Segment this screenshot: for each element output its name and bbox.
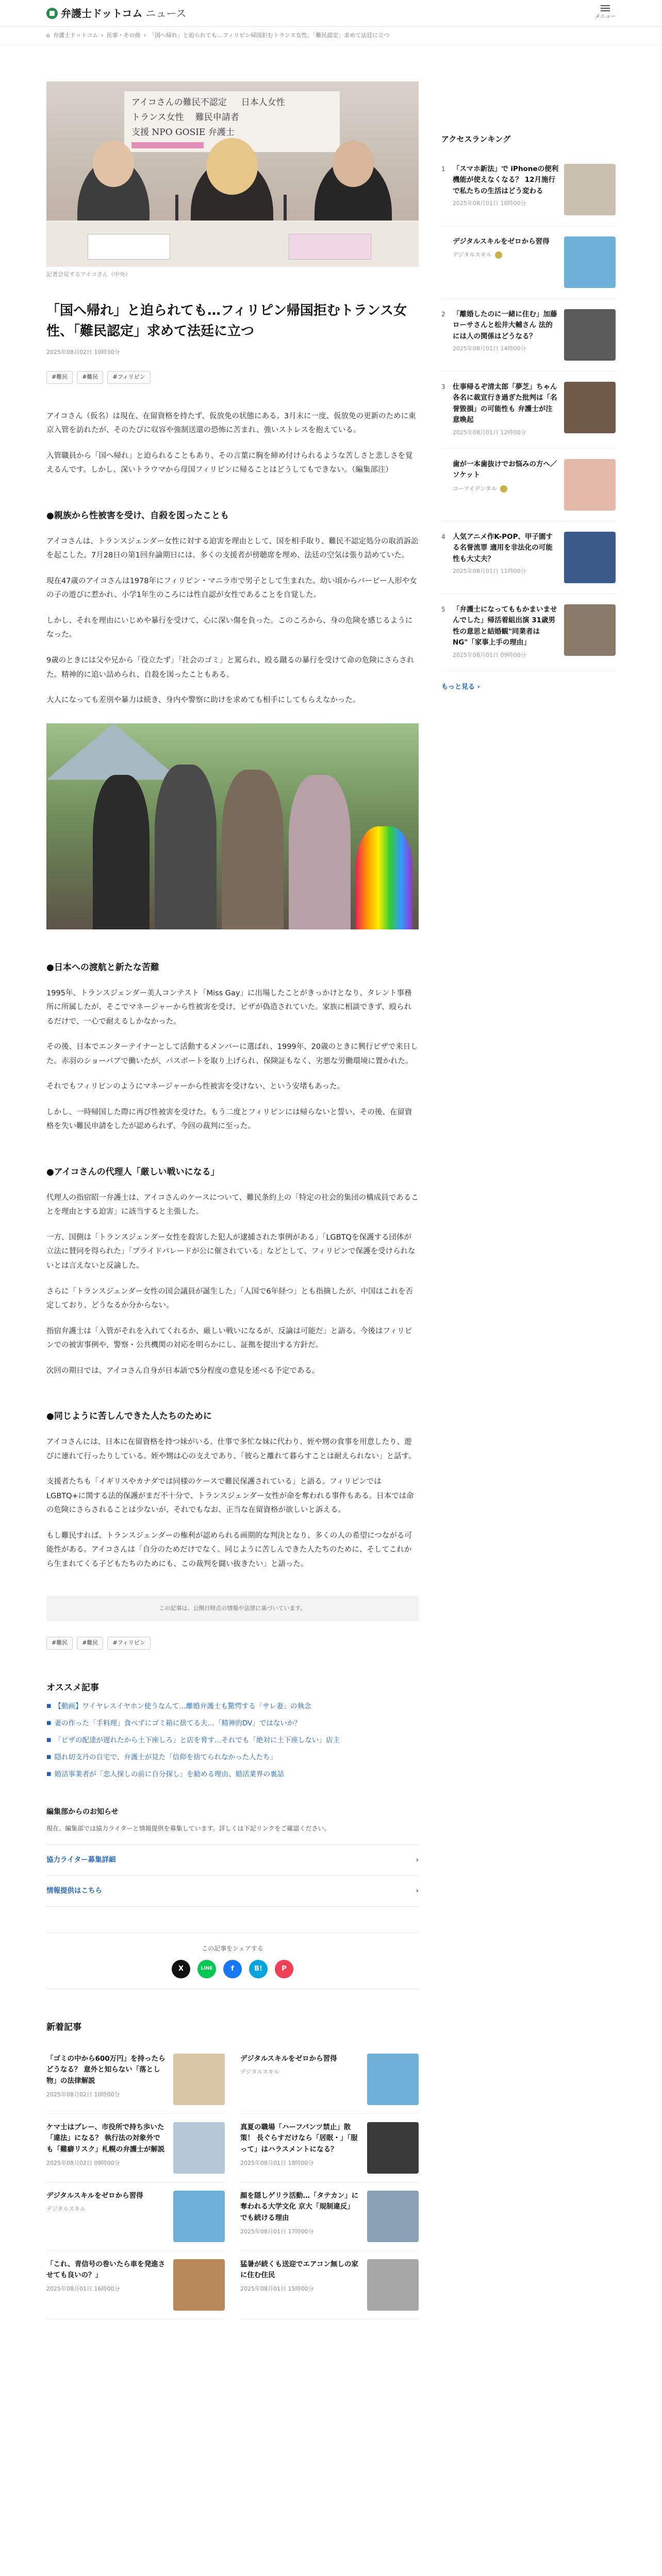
article-main (46, 45, 419, 2319)
ad-badge-icon (500, 485, 507, 493)
article-note: この記事は、公開日時点の情報や法律に基づいています。 (46, 1596, 419, 1622)
paragraph: もし難民すれば、トランスジェンダーの権利が認められる画期的な判決となり、多くの人の希望につながる可能性がある。アイコさんは「自分のためだけでなく、同じように苦しんできた人たちのために、そしてこれから生まれてくる子どもたちのためにも、この裁判を闘い抜きたい」と語った。 (46, 1531, 412, 1568)
paragraph: 大人になっても差別や暴力は続き、身内や警察に助けを求めても相手にしてもらえなかった。 (46, 696, 360, 705)
news-card[interactable]: デジタルスキルをゼロから習得 デジタルスキル (46, 2182, 225, 2251)
hamburger-icon (601, 5, 610, 11)
news-thumbnail (173, 2191, 225, 2242)
hero-caption: 記者会見するアイコさん（中央） (46, 271, 131, 278)
news-card[interactable]: ケマ士はプレー、市役所で持ち歩いた「違法」になる？ 執行法の対象外でも「難癖リスク」札幌の弁護士が解説 2025年08月02日 09時00分 (46, 2114, 225, 2182)
paragraph: アイコさんには、日本に在留資格を持つ妹がいる。仕事で多忙な妹に代わり、姪や甥の食事を用意したり、遊びに連れて行ったりしている。姪や甥は心の支えであり、「彼らと離れて暮らすことは耐えられない」と話す。 (46, 1438, 416, 1461)
breadcrumb-current: 「国へ帰れ」と迫られても…フィリピン帰国拒むトランス女性、「難民認定」求めて法廷に立つ (148, 32, 390, 39)
ranking-thumbnail (564, 164, 616, 215)
facebook-icon[interactable]: f (223, 1960, 242, 1978)
latest-grid (46, 2045, 419, 2319)
paragraph: その後、日本でエンターテイナーとして活動するメンバーに選ばれ、1999年、20歳のときに興行ビザで来日した。赤羽のショーパブで働いたが、パスポートを取り上げられ、保険証もなく、劣悪な労働環境に置かれた。 (46, 1043, 418, 1065)
ranking-item[interactable]: 2 「離婚したのに一緒に住む」加藤ローサさんと松井大輔さん 法的には人の関係はどうなる？ 2025年08月01日 14時00分 (441, 299, 616, 371)
ranking-thumbnail (564, 382, 616, 433)
logo-sub: ニュース (145, 7, 187, 20)
ranking-more-link[interactable]: もっと見る › (441, 683, 480, 691)
ad-thumbnail (564, 459, 616, 511)
breadcrumb-item[interactable]: 民事・その他 (106, 32, 141, 39)
news-thumbnail (367, 2054, 419, 2105)
x-icon[interactable]: X (172, 1960, 190, 1978)
news-thumbnail (367, 2191, 419, 2242)
section-heading: ●親族から性被害を受け、自殺を図ったことも (46, 510, 229, 521)
bottom-tag-list (46, 1637, 419, 1650)
share-box (46, 1933, 419, 1989)
news-card[interactable]: 「ゴミの中から600万円」を持ったらどうなる？ 意外と知らない「落とし物」の法律解説 2025年08月02日 10時00分 (46, 2045, 225, 2114)
ranking-item[interactable]: 5 「弁護士になってももかまいませんでした」帰活着組出演 31歳男性の意思と結婚観"同業者はNG"「家事上手の理由」 2025年08月01日 09時00分 (441, 594, 616, 671)
recommend-item[interactable]: ■ 隠れ切支丹の自宅で、弁護士が見た「信仰を捨てられなかった人たち」 (46, 1752, 419, 1764)
latest-title: 新着記事 (46, 2022, 81, 2032)
article-date: 2025年08月02日 10時30分 (46, 349, 120, 356)
paragraph: しかし、それを理由にいじめや暴行を受けて、心に深い傷を負った。このころから、身の危険を感じるようになった。 (46, 616, 413, 639)
news-card[interactable]: 「これ、青信号の巻いたら車を発進させても良いの？」 2025年08月01日 16時00分 (46, 2251, 225, 2319)
breadcrumb-item[interactable]: 弁護士ドットコム (53, 32, 98, 39)
hatena-icon[interactable]: B! (249, 1960, 268, 1978)
writer-link[interactable]: 協力ライター募集詳細 › (46, 1844, 419, 1876)
ranking-thumbnail (564, 309, 616, 361)
menu-label: メニュー (595, 14, 616, 20)
paragraph: 一方、国側は「トランスジェンダー女性を殺害した犯人が逮捕された事例がある」「LGBTQを保護する団体が立法に賛同を得られた」「プライドパレードが公に催されている」などとして、フィリピンで保護を受けられないとは言えないと反論した。 (46, 1233, 416, 1270)
paragraph: 支援者たちも「イギリスやカナダでは同様のケースで難民保護されている」と語る。フィリピンではLGBTQ+に関する法的保護がまだ不十分で、トランスジェンダー女性が命を奪われる事件もある。日本では命の危険にさらされることは少ないが、それでもなお、正当な在留資格が欲しいと訴える。 (46, 1478, 414, 1515)
recommend-title: オススメ記事 (46, 1682, 99, 1693)
paragraph: しかし、一時帰国した際に再び性被害を受けた。もう二度とフィリピンには帰らないと誓い、その後、在留資格を失い難民申請をしたが認められず、今回の裁判に至った。 (46, 1108, 412, 1131)
news-thumbnail (367, 2122, 419, 2174)
hero-image (46, 81, 419, 267)
article-photo (46, 723, 419, 929)
recommend-item[interactable]: ■ 婚活事業者が「恋人探しの前に自分探し」を勧める理由、婚活業界の裏話 (46, 1769, 419, 1781)
paragraph: 現在47歳のアイコさんは1978年にフィリピン・マニラ市で男子として生まれた。幼い頃からバービー人形や女の子の遊びに惹かれ、小学1年生のころには性自認が女性であることを自覚した。 (46, 577, 417, 600)
paragraph: 1995年、トランスジェンダー美人コンテスト「Miss Gay」に出場したことがきっかけとなり、タレント事務所に所属したが、そこでマネージャーから性被害を受け、ビザが偽造されていた。家族に相談できず、殴られるだけで、一心で耐えるしかなかった。 (46, 989, 412, 1026)
section-heading: ●日本への渡航と新たな苦難 (46, 962, 159, 973)
sidebar (441, 45, 616, 2319)
ranking-item[interactable]: 1 「スマホ新法」で iPhoneの便利機能が使えなくなる？ 12月施行で私たちの生活はどう変わる 2025年08月01日 10時00分 (441, 154, 616, 226)
paragraph: 次回の期日では、アイコさん自身が日本語で5分程度の意見を述べる予定である。 (46, 1366, 320, 1375)
menu-button[interactable] (595, 5, 616, 21)
paragraph: 指宿弁護士は「入管がそれを入れてくれるか、厳しい戦いになるが、反論は可能だ」と語る。今後はフィリピンでの被害事例や、警察・公共機関の対応を明らかにし、証拠を提出する方針だ。 (46, 1327, 412, 1350)
tag[interactable]: #難民 (46, 1637, 73, 1650)
recommend-list (46, 1701, 419, 1781)
share-label: この記事をシェアする (202, 1944, 263, 1952)
site-header (0, 0, 662, 27)
ranking-thumbnail (564, 604, 616, 656)
editor-text: 現在、編集部では協力ライターと情報提供を募集しています。詳しくは下記リンクをご確認ください。 (46, 1825, 330, 1833)
line-icon[interactable]: LINE (197, 1960, 216, 1978)
recommend-item[interactable]: ■ 妻の作った「手料理」食べずにゴミ箱に捨てる夫…「精神的DV」ではないか？ (46, 1718, 419, 1730)
news-thumbnail (367, 2259, 419, 2311)
logo-main: 弁護士ドットコム (61, 7, 143, 20)
ranking-title: アクセスランキング (441, 134, 511, 144)
tag[interactable]: #難民 (77, 371, 103, 384)
recommend-item[interactable]: ■ 【動画】ワイヤレスイヤホン使うなんて…離婚弁護士も驚愕する「サレ妻」の執念 (46, 1701, 419, 1713)
paragraph: 代理人の指宿昭一弁護士は、アイコさんのケースについて、難民条約上の「特定の社会的集団の構成員であることを理由とする迫害」に該当すると主張した。 (46, 1193, 419, 1216)
section-heading: ●アイコさんの代理人「厳しい戦いになる」 (46, 1166, 220, 1177)
paragraph: 9歳のときには父や兄から「役立たず」「社会のゴミ」と罵られ、殴る蹴るの暴行を受けて命の危険にさらされた。精神的に追い詰められ、自殺を図ったこともある。 (46, 656, 415, 679)
news-card[interactable]: 顔を隠しゲリラ活動…「タテカン」に奪われる大学文化 京大「規制違反」でも続ける理由 2025年08月01日 17時00分 (240, 2182, 419, 2251)
pocket-icon[interactable]: P (275, 1960, 293, 1978)
ad-item[interactable]: デジタルスキルをゼロから習得 デジタルスキル (441, 226, 616, 299)
news-card[interactable]: デジタルスキルをゼロから習得 デジタルスキル (240, 2045, 419, 2114)
tag[interactable]: #難民 (77, 1637, 103, 1650)
news-card[interactable]: 猛暑が続くも送迎でエアコン無しの家に住む住民 2025年08月01日 15時00分 (240, 2251, 419, 2319)
recommend-item[interactable]: ■ 「ピザの配達が遅れたから土下座しろ」と店を脅す…それでも「絶対に土下座しない」店主 (46, 1735, 419, 1747)
paragraph: アイコさんは、トランスジェンダー女性に対する迫害を理由として、国を相手取り、難民不認定処分の取消訴訟を起こした。7月28日の第1回弁論期日には、多くの支援者が傍聴席を埋め、法廷の空気は張り詰めていた。 (46, 537, 419, 560)
news-card[interactable]: 真夏の職場「ハーフパンツ禁止」散策！ 長ぐらすだけなら「居眠・」「服って」はハラスメントになる？ 2025年08月01日 18時00分 (240, 2114, 419, 2182)
breadcrumb: ⌂ 弁護士ドットコム › 民事・その他 › 「国へ帰れ」と迫られても…フィリピン帰国拒むトランス女性、「難民認定」求めて法廷に立つ (0, 27, 662, 45)
hero-banner: アイコさんの難民不認定 日本人女性 トランス女性 難民申請者 支援 NPO GOSIE 弁護士 (124, 91, 340, 152)
news-thumbnail (173, 2054, 225, 2105)
tip-link[interactable]: 情報提供はこちら › (46, 1876, 419, 1907)
paragraph: アイコさん（仮名）は現在、在留資格を持たず、仮放免の状態にある。3月末に一度、仮放免の更新のために東京入管を訪れたが、そのたびに収容や強制送還の恐怖に苦まれ、強いストレスを抱えている。 (46, 412, 416, 435)
article-body (46, 410, 419, 1572)
logo-icon (46, 8, 58, 19)
ranking-item[interactable]: 4 人気アニメ作K-POP、甲子園する名誉流罪 適用を非法化の可能性も大丈夫？ 2025年08月01日 11時00分 (441, 521, 616, 594)
ranking-item[interactable]: 3 仕事帰るぞ清太郎「夢芝」ちゃん各名に裁宣行き過ぎた批判は「名誉毀損」の可能性も 弁護士が注意喚起 2025年08月01日 12時00分 (441, 371, 616, 449)
tag[interactable]: #難民 (46, 371, 73, 384)
ad-badge-icon (495, 251, 502, 259)
ad-item[interactable]: 歯が一本歯抜けでお悩みの方へ／ソケット ユーアイデンタル (441, 449, 616, 521)
news-thumbnail (173, 2259, 225, 2311)
paragraph: それでもフィリピンのようにマネージャーから性被害を受けない、という安堵もあった。 (46, 1082, 345, 1091)
site-logo[interactable] (46, 5, 186, 22)
editor-title: 編集部からのお知らせ (46, 1807, 119, 1816)
chevron-right-icon: › (416, 1886, 419, 1895)
ad-thumbnail (564, 236, 616, 288)
news-thumbnail (173, 2122, 225, 2174)
paragraph: さらに「トランスジェンダー女性の国会議員が誕生した」「人国で6年経つ」とも指摘したが、中国はこれを否定しており、どうなるか分からない。 (46, 1287, 413, 1310)
tag[interactable]: #フィリピン (107, 371, 150, 384)
chevron-right-icon: › (477, 683, 480, 691)
tag-list (46, 371, 419, 384)
section-heading: ●同じように苦しんできた人たちのために (46, 1411, 212, 1422)
chevron-right-icon: › (416, 1855, 419, 1864)
article-title: 「国へ帰れ」と迫られても…フィリピン帰国拒むトランス女性、「難民認定」求めて法廷に立つ (46, 302, 407, 339)
home-icon: ⌂ (46, 32, 50, 39)
tag[interactable]: #フィリピン (107, 1637, 150, 1650)
paragraph: 入管職員から「国へ帰れ」と迫られることもあり、その言葉に胸を締め付けられるような苦しさと悲しさを覚えるんです。しかし、深いトラウマから母国フィリピンに帰ることはどうしてもできない。（編集部注） (46, 451, 413, 474)
ranking-thumbnail (564, 532, 616, 583)
